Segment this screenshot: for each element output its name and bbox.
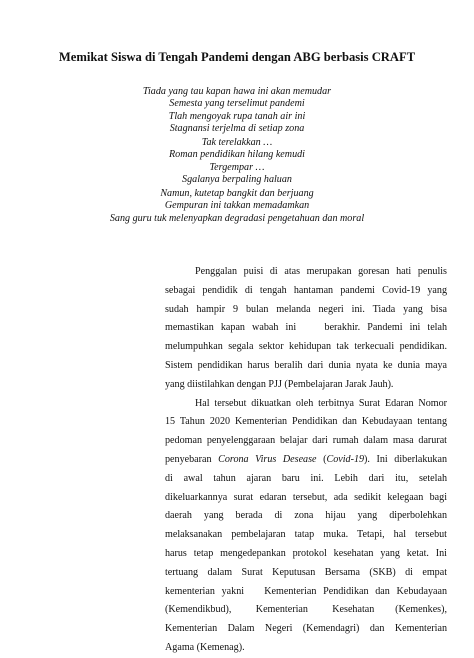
- poem-line: Stagnansi terjelma di setiap zona: [169, 123, 305, 135]
- paragraph-line: harus tetap mengedepankan protokol kesehatan yang ketat. Ini: [165, 547, 447, 559]
- paragraph-line: sebagai pendidik di tengah hantaman pandemi Covid-19 yang: [165, 284, 447, 296]
- paragraph-line: pedoman penyelenggaraan belajar dari rumah dalam masa darurat: [165, 435, 447, 447]
- paragraph-line: kementerian yakni Kementerian Pendidikan dan Kebudayaan: [165, 585, 447, 597]
- poem-line: Roman pendidikan hilang kemudi: [169, 149, 305, 161]
- paragraph-line: Agama (Kemenag).: [165, 641, 245, 653]
- poem-stanza-2: [0, 137, 474, 187]
- poem-stanza-1: [0, 86, 474, 136]
- paragraph-line: memastikan kapan wabah ini berakhir. Pandemi ini telah: [165, 322, 447, 334]
- paragraph-line: Penggalan puisi di atas merupakan goresan hati penulis: [195, 266, 447, 277]
- paragraph-line: melumpuhkan segala sektor kehidupan tak terkecuali pendidikan.: [165, 341, 447, 353]
- paragraph-line: penyebaran Corona Virus Desease (Covid-19). Ini diberlakukan: [165, 453, 447, 465]
- poem-line: Sgalanya berpaling haluan: [182, 174, 292, 186]
- paragraph-line: yang diistilahkan dengan PJJ (Pembelajaran Jarak Jauh).: [165, 378, 394, 390]
- paragraph-line: Sistem pendidikan harus beralih dari dunia nyata ke dunia maya: [165, 359, 447, 371]
- paragraph-line: (Kemendikbud), Kementerian Kesehatan (Kemenkes),: [165, 604, 447, 616]
- paragraph-line: Hal tersebut dikuatkan oleh terbitnya Surat Edaran Nomor: [195, 397, 447, 409]
- document-title: Memikat Siswa di Tengah Pandemi dengan ABG berbasis CRAFT: [58, 50, 416, 64]
- poem-line: Gempuran ini takkan memadamkan: [164, 200, 310, 212]
- paragraph-line: dikeluarkannya surat edaran tersebut, ada sedikit kelegaan bagi: [165, 491, 447, 503]
- poem-line: Sang guru tuk melenyapkan degradasi pengetahuan dan moral: [109, 212, 365, 224]
- paragraph-line: Kementerian Dalam Negeri (Kemendagri) dan Kementerian: [165, 623, 447, 635]
- poem-line: Tiada yang tau kapan hawa ini akan memudar: [142, 86, 332, 97]
- paragraph-line: tertuang dalam Surat Keputusan Bersama (SKB) di empat: [165, 566, 447, 578]
- paragraph-line: di awal tahun ajaran baru ini. Lebih dari itu, setelah: [165, 472, 447, 484]
- poem-line: Namun, kutetap bangkit dan berjuang: [160, 188, 314, 199]
- poem-line: Tlah mengoyak rupa tanah air ini: [168, 110, 306, 122]
- italic-term: Covid-19: [326, 453, 365, 465]
- paragraph-line: sudah hampir 9 bulan melanda negeri ini. Tiada yang bisa: [165, 303, 447, 315]
- paragraph-line: 15 Tahun 2020 Kementerian Pendidikan dan Kebudayaan tentang: [165, 416, 447, 428]
- poem-line: Tergempar …: [209, 161, 265, 173]
- body-text: [165, 263, 447, 658]
- poem-stanza-3: [0, 188, 474, 225]
- paragraph-line: melaksanakan pembelajaran tatap muka. Tetapi, hal tersebut: [165, 529, 447, 541]
- paragraph-line: daerah yang berada di zona hijau yang diperbolehkan: [165, 510, 447, 522]
- poem-line: Tak terelakkan …: [201, 137, 273, 148]
- italic-term: Corona Virus Desease: [218, 453, 317, 465]
- poem-line: Semesta yang terselimut pandemi: [169, 98, 305, 110]
